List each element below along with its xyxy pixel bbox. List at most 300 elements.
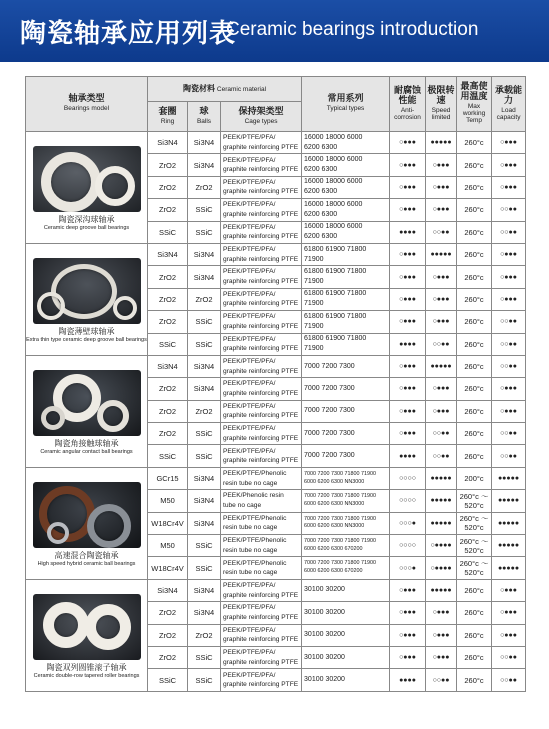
- typical-types-line: 7000 7200 7300: [304, 384, 355, 392]
- typical-types-line: 30100 30200: [304, 608, 345, 616]
- ring-material-cell: Si3N4: [148, 243, 188, 265]
- max-temp-cell: 260°c ～ 520°c: [457, 557, 492, 579]
- bearing-ring-shape: [85, 604, 131, 650]
- header-series-cn: 常用系列: [327, 94, 364, 105]
- speed-limit-rating: ●●●●●: [426, 467, 457, 489]
- ring-material-cell: ZrO2: [148, 288, 188, 310]
- max-temp-cell: 260°c: [457, 132, 492, 154]
- typical-types-line: 71900: [304, 278, 324, 286]
- header-ring: [148, 102, 188, 132]
- typical-types-cell: [302, 467, 390, 489]
- anti-corrosion-rating: ●●●●: [390, 221, 426, 243]
- cage-type-line: resin tube no cage: [223, 479, 278, 487]
- max-temp-cell: 260°c: [457, 288, 492, 310]
- typical-types-cell: [302, 355, 390, 377]
- bearing-model-en: Ceramic double-row tapered roller bearings: [33, 672, 140, 679]
- cage-type-line: graphite reinforcing PTFE: [223, 300, 299, 308]
- typical-types-line: 6000 6200 6300 670200: [304, 568, 363, 575]
- anti-corrosion-rating: ○●●●: [390, 400, 426, 422]
- typical-types-line: 16000 18000 6000: [304, 223, 363, 231]
- typical-types-line: 6000 6200 6300 670200: [304, 545, 363, 552]
- anti-corrosion-rating: ○○○○: [390, 467, 426, 489]
- balls-material-cell: SSiC: [188, 423, 221, 445]
- header-cage-en: Cage types: [244, 118, 278, 126]
- header-material-cn: 陶瓷材料: [182, 83, 215, 93]
- typical-types-line: 6000 6200 6300 NN3000: [304, 478, 365, 485]
- typical-types-cell: [302, 400, 390, 422]
- cage-type-line: graphite reinforcing PTFE: [223, 457, 299, 465]
- anti-corrosion-rating: ○●●●: [390, 176, 426, 198]
- table-row: [26, 579, 526, 601]
- typical-types-cell: [302, 333, 390, 355]
- bearing-model-cn: 陶瓷深沟球轴承: [58, 214, 115, 224]
- max-temp-cell: 260°c: [457, 243, 492, 265]
- bearing-model-en: High speed hybrid ceramic ball bearings: [37, 560, 136, 567]
- anti-corrosion-rating: ○●●●: [390, 311, 426, 333]
- balls-material-cell: Si3N4: [188, 355, 221, 377]
- max-temp-cell: 260°c: [457, 646, 492, 668]
- ring-material-cell: ZrO2: [148, 646, 188, 668]
- cage-type-cell: [221, 288, 302, 310]
- anti-corrosion-rating: ○●●●: [390, 423, 426, 445]
- max-temp-cell: 260°c: [457, 355, 492, 377]
- cage-type-cell: [221, 535, 302, 557]
- cage-type-line: graphite reinforcing PTFE: [223, 591, 299, 599]
- cage-type-cell: [221, 221, 302, 243]
- cage-type-cell: [221, 243, 302, 265]
- ring-material-cell: SSiC: [148, 445, 188, 467]
- typical-types-cell: [302, 512, 390, 534]
- header-series-en: Typical types: [326, 105, 365, 113]
- cage-type-cell: [221, 311, 302, 333]
- balls-material-cell: SSiC: [188, 221, 221, 243]
- balls-material-cell: Si3N4: [188, 490, 221, 512]
- speed-limit-rating: ●●●●●: [426, 490, 457, 512]
- cage-type-line: graphite reinforcing PTFE: [223, 658, 299, 666]
- anti-corrosion-rating: ○●●●: [390, 355, 426, 377]
- typical-types-cell: [302, 557, 390, 579]
- balls-material-cell: Si3N4: [188, 579, 221, 601]
- balls-material-cell: Si3N4: [188, 378, 221, 400]
- max-temp-cell: 260°c ～ 520°c: [457, 490, 492, 512]
- typical-types-line: 16000 18000 6000: [304, 200, 363, 208]
- load-capacity-rating: ○●●●: [492, 154, 526, 176]
- cage-type-cell: [221, 423, 302, 445]
- ring-material-cell: M50: [148, 490, 188, 512]
- table-row: [26, 132, 526, 154]
- typical-types-line: 16000 18000 6000: [304, 155, 363, 163]
- cage-type-line: resin tube no cage: [223, 569, 278, 577]
- typical-types-cell: [302, 311, 390, 333]
- header-speed-en: Speed limited: [431, 106, 451, 121]
- balls-material-cell: SSiC: [188, 535, 221, 557]
- balls-material-cell: Si3N4: [188, 266, 221, 288]
- anti-corrosion-rating: ○●●●: [390, 243, 426, 265]
- speed-limit-rating: ○○●●: [426, 423, 457, 445]
- anti-corrosion-rating: ○●●●: [390, 288, 426, 310]
- cage-type-line: resin tube no cage: [223, 546, 278, 554]
- max-temp-cell: 260°c ～ 520°c: [457, 535, 492, 557]
- bearing-model-cell: [26, 467, 148, 579]
- max-temp-cell: 260°c: [457, 176, 492, 198]
- load-capacity-rating: ○○●●: [492, 423, 526, 445]
- speed-limit-rating: ○●●●: [426, 646, 457, 668]
- load-capacity-rating: ○●●●: [492, 602, 526, 624]
- cage-type-cell: [221, 378, 302, 400]
- anti-corrosion-rating: ○●●●: [390, 132, 426, 154]
- max-temp-cell: 260°c: [457, 400, 492, 422]
- typical-types-line: 16000 18000 6000: [304, 133, 363, 141]
- bearing-ring-shape: [95, 166, 135, 206]
- cage-type-line: PEEK/PTFE/PFA/: [223, 290, 276, 298]
- bearing-model-cn: 陶瓷角接触球轴承: [54, 438, 119, 448]
- typical-types-line: 61800 61900 71800: [304, 267, 367, 275]
- typical-types-line: 61800 61900 71800: [304, 245, 367, 253]
- cage-type-cell: [221, 467, 302, 489]
- ring-material-cell: SSiC: [148, 333, 188, 355]
- load-capacity-rating: ○○●●: [492, 445, 526, 467]
- typical-types-cell: [302, 579, 390, 601]
- header-model-en: Bearings model: [63, 105, 110, 113]
- max-temp-cell: 260°c ～ 520°c: [457, 512, 492, 534]
- bearing-model-cn: 高速混合陶瓷轴承: [54, 550, 119, 560]
- bearing-model-cn: 陶瓷双列圆锥滚子轴承: [46, 662, 127, 672]
- max-temp-cell: 260°c: [457, 311, 492, 333]
- balls-material-cell: ZrO2: [188, 288, 221, 310]
- balls-material-cell: ZrO2: [188, 176, 221, 198]
- cage-type-line: PEEK/PTFE/PFA/: [223, 626, 276, 634]
- cage-type-line: graphite reinforcing PTFE: [223, 389, 299, 397]
- speed-limit-rating: ○●●●●: [426, 557, 457, 579]
- cage-type-line: PEEK/PTFE/PFA/: [223, 223, 276, 231]
- header-cage: [221, 102, 302, 132]
- max-temp-cell: 260°c: [457, 669, 492, 691]
- header-temp-cn: 最高使用温度: [460, 82, 488, 103]
- balls-material-cell: SSiC: [188, 445, 221, 467]
- white-ceramic-deep-groove-bearing-photo: [33, 146, 141, 212]
- load-capacity-rating: ○○●●: [492, 646, 526, 668]
- cage-type-line: PEEK/PTFE/PFA/: [223, 402, 276, 410]
- header-balls-cn: 球: [199, 107, 209, 118]
- header-series: [302, 77, 390, 132]
- speed-limit-rating: ●●●●●: [426, 579, 457, 601]
- bearing-model-en: Ceramic angular contact ball bearings: [40, 448, 133, 455]
- table-row: [26, 243, 526, 265]
- cage-type-cell: [221, 176, 302, 198]
- ring-material-cell: ZrO2: [148, 624, 188, 646]
- balls-material-cell: Si3N4: [188, 132, 221, 154]
- typical-types-cell: [302, 445, 390, 467]
- anti-corrosion-rating: ○●●●: [390, 579, 426, 601]
- typical-types-cell: [302, 154, 390, 176]
- header-corrosion: [390, 77, 426, 132]
- speed-limit-rating: ○○●●: [426, 445, 457, 467]
- ring-material-cell: ZrO2: [148, 400, 188, 422]
- typical-types-cell: [302, 646, 390, 668]
- bearing-ring-shape: [43, 602, 89, 648]
- table-row: [26, 355, 526, 377]
- typical-types-line: 7000 7200 7300: [304, 407, 355, 415]
- cage-type-line: PEEK/PTFE/PFA/: [223, 380, 276, 388]
- typical-types-line: 7000 7200 7300 71800 71900: [304, 560, 376, 567]
- bearing-model-cell: [26, 579, 148, 691]
- cage-type-line: graphite reinforcing PTFE: [223, 367, 299, 375]
- typical-types-line: 6200 6300: [304, 143, 338, 151]
- max-temp-cell: 260°c: [457, 333, 492, 355]
- table-row: [26, 467, 526, 489]
- ring-material-cell: ZrO2: [148, 311, 188, 333]
- cage-type-cell: [221, 445, 302, 467]
- cage-type-line: PEEK/PTFE/PFA/: [223, 268, 276, 276]
- speed-limit-rating: ○●●●: [426, 288, 457, 310]
- cage-type-line: graphite reinforcing PTFE: [223, 434, 299, 442]
- typical-types-line: 30100 30200: [304, 676, 345, 683]
- cage-type-line: PEEK/PTFE/Phenolic: [223, 470, 287, 477]
- ring-material-cell: ZrO2: [148, 378, 188, 400]
- header-material: [148, 77, 302, 102]
- ring-material-cell: W18Cr4V: [148, 557, 188, 579]
- load-capacity-rating: ○○●●: [492, 669, 526, 691]
- typical-types-line: 7000 7200 7300 71800 71900: [304, 493, 376, 500]
- anti-corrosion-rating: ●●●●: [390, 445, 426, 467]
- cage-type-line: PEEK/PTFE/Phenolic: [223, 537, 287, 545]
- typical-types-line: 6000 6200 6300 NN3000: [304, 500, 365, 507]
- header-temp: [457, 77, 492, 132]
- speed-limit-rating: ○●●●: [426, 199, 457, 221]
- bearing-ring-shape: [37, 292, 65, 320]
- balls-material-cell: SSiC: [188, 311, 221, 333]
- cage-type-line: PEEK/PTFE/PFA/: [223, 671, 276, 679]
- typical-types-line: 30100 30200: [304, 653, 345, 661]
- speed-limit-rating: ●●●●●: [426, 512, 457, 534]
- header-corrosion-cn: 耐腐蚀性能: [394, 85, 422, 106]
- typical-types-line: 6200 6300: [304, 233, 338, 241]
- speed-limit-rating: ○○●●: [426, 221, 457, 243]
- header-cage-cn: 保持架类型: [238, 107, 284, 118]
- cage-type-cell: [221, 490, 302, 512]
- load-capacity-rating: ○●●●: [492, 243, 526, 265]
- load-capacity-rating: ○●●●: [492, 400, 526, 422]
- cage-type-line: PEEK/PTFE/Phenolic: [223, 559, 287, 567]
- tapered-roller-ceramic-bearings-photo: [33, 594, 141, 660]
- load-capacity-rating: ○●●●: [492, 266, 526, 288]
- header-ring-en: Ring: [160, 118, 175, 126]
- ring-material-cell: ZrO2: [148, 176, 188, 198]
- bearings-table: [25, 76, 526, 692]
- speed-limit-rating: ○○●●: [426, 333, 457, 355]
- cage-type-cell: [221, 355, 302, 377]
- balls-material-cell: Si3N4: [188, 243, 221, 265]
- speed-limit-rating: ○●●●: [426, 154, 457, 176]
- header-temp-en: Max working Temp: [462, 103, 486, 125]
- load-capacity-rating: ○●●●: [492, 624, 526, 646]
- typical-types-line: 6200 6300: [304, 166, 338, 174]
- typical-types-line: 7000 7200 7300: [304, 362, 355, 370]
- cage-type-line: tube no cage: [223, 501, 262, 509]
- cage-type-line: PEEK/PTFE/Phenolic: [223, 514, 287, 522]
- page-title-en: Ceramic bearings introduction: [226, 19, 479, 40]
- typical-types-cell: [302, 535, 390, 557]
- typical-types-line: 61800 61900 71800: [304, 312, 367, 320]
- cage-type-line: PEEK/PTFE/PFA/: [223, 335, 276, 343]
- balls-material-cell: SSiC: [188, 646, 221, 668]
- typical-types-cell: [302, 378, 390, 400]
- bearing-model-cell: [26, 243, 148, 355]
- cage-type-line: PEEK/PTFE/PFA/: [223, 246, 276, 254]
- load-capacity-rating: ○○●●: [492, 221, 526, 243]
- balls-material-cell: Si3N4: [188, 602, 221, 624]
- cage-type-line: PEEK/PTFE/PFA/: [223, 447, 276, 455]
- balls-material-cell: ZrO2: [188, 400, 221, 422]
- speed-limit-rating: ○●●●: [426, 378, 457, 400]
- cage-type-line: graphite reinforcing PTFE: [223, 278, 299, 286]
- load-capacity-rating: ●●●●●: [492, 535, 526, 557]
- cage-type-line: graphite reinforcing PTFE: [223, 681, 299, 689]
- max-temp-cell: 260°c: [457, 221, 492, 243]
- anti-corrosion-rating: ○●●●: [390, 266, 426, 288]
- anti-corrosion-rating: ○○○○: [390, 535, 426, 557]
- ring-material-cell: Si3N4: [148, 355, 188, 377]
- cage-type-cell: [221, 579, 302, 601]
- load-capacity-rating: ○●●●: [492, 288, 526, 310]
- load-capacity-rating: ○●●●: [492, 132, 526, 154]
- cage-type-line: PEEK/PTFE/PFA/: [223, 201, 276, 209]
- typical-types-line: 6200 6300: [304, 210, 338, 218]
- header-load: [492, 77, 526, 132]
- typical-types-line: 30100 30200: [304, 586, 345, 594]
- speed-limit-rating: ●●●●●: [426, 243, 457, 265]
- cage-type-line: graphite reinforcing PTFE: [223, 636, 299, 644]
- typical-types-line: 7000 7200 7300 71800 71900: [304, 470, 376, 477]
- bearing-model-cell: [26, 355, 148, 467]
- balls-material-cell: SSiC: [188, 199, 221, 221]
- ring-material-cell: ZrO2: [148, 154, 188, 176]
- anti-corrosion-rating: ○●●●: [390, 646, 426, 668]
- ring-material-cell: ZrO2: [148, 423, 188, 445]
- anti-corrosion-rating: ○○○●: [390, 512, 426, 534]
- typical-types-line: 7000 7200 7300 71800 71900: [304, 515, 376, 522]
- speed-limit-rating: ○○●●: [426, 669, 457, 691]
- max-temp-cell: 260°c: [457, 199, 492, 221]
- max-temp-cell: 260°c: [457, 579, 492, 601]
- balls-material-cell: SSiC: [188, 333, 221, 355]
- cage-type-cell: [221, 154, 302, 176]
- load-capacity-rating: ○○●●: [492, 311, 526, 333]
- cage-type-cell: [221, 266, 302, 288]
- load-capacity-rating: ○●●●: [492, 579, 526, 601]
- cage-type-line: PEEK/PTFE/PFA/: [223, 358, 276, 366]
- header-model-cn: 轴承类型: [68, 94, 105, 105]
- typical-types-line: 71900: [304, 322, 324, 330]
- page-title-cn: 陶瓷轴承应用列表: [20, 19, 237, 49]
- cage-type-cell: [221, 132, 302, 154]
- ring-material-cell: ZrO2: [148, 266, 188, 288]
- balls-material-cell: Si3N4: [188, 154, 221, 176]
- bearing-ring-shape: [41, 152, 101, 212]
- cage-type-line: graphite reinforcing PTFE: [223, 166, 299, 174]
- cage-type-cell: [221, 199, 302, 221]
- cage-type-line: PEEK/PTFE/PFA/: [223, 604, 276, 612]
- typical-types-cell: [302, 221, 390, 243]
- anti-corrosion-rating: ○●●●: [390, 378, 426, 400]
- cage-type-cell: [221, 646, 302, 668]
- typical-types-cell: [302, 243, 390, 265]
- cage-type-line: PEEK/PTFE/PFA/: [223, 425, 276, 433]
- cage-type-line: PEEK/PTFE/PFA/: [223, 134, 276, 142]
- max-temp-cell: 260°c: [457, 624, 492, 646]
- cage-type-line: PEEK/PTFE/PFA/: [223, 313, 276, 321]
- typical-types-cell: [302, 266, 390, 288]
- cage-type-line: graphite reinforcing PTFE: [223, 233, 299, 241]
- cage-type-line: graphite reinforcing PTFE: [223, 322, 299, 330]
- load-capacity-rating: ○●●●: [492, 378, 526, 400]
- ring-material-cell: SSiC: [148, 221, 188, 243]
- typical-types-line: 6000 6200 6300 NN3000: [304, 523, 365, 530]
- speed-limit-rating: ○●●●: [426, 176, 457, 198]
- anti-corrosion-rating: ○○○○: [390, 490, 426, 512]
- angular-contact-ceramic-bearings-photo: [33, 370, 141, 436]
- typical-types-line: 71900: [304, 345, 324, 353]
- header-speed-cn: 极限转速: [427, 85, 455, 106]
- anti-corrosion-rating: ●●●●: [390, 333, 426, 355]
- max-temp-cell: 260°c: [457, 154, 492, 176]
- typical-types-line: 6200 6300: [304, 188, 338, 196]
- bearing-model-cell: [26, 132, 148, 244]
- header-material-en: Ceramic material: [216, 85, 267, 93]
- header-balls: [188, 102, 221, 132]
- cage-type-cell: [221, 669, 302, 691]
- typical-types-line: 7000 7200 7300: [304, 452, 355, 460]
- bearing-model-cn: 陶瓷薄壁球轴承: [58, 326, 115, 336]
- anti-corrosion-rating: ●●●●: [390, 669, 426, 691]
- speed-limit-rating: ○●●●●: [426, 535, 457, 557]
- max-temp-cell: 260°c: [457, 378, 492, 400]
- typical-types-cell: [302, 199, 390, 221]
- header-model: [26, 77, 148, 132]
- cage-type-line: graphite reinforcing PTFE: [223, 255, 299, 263]
- ring-material-cell: Si3N4: [148, 579, 188, 601]
- ring-material-cell: Si3N4: [148, 132, 188, 154]
- typical-types-cell: [302, 602, 390, 624]
- typical-types-cell: [302, 288, 390, 310]
- header-load-en: Load capacity: [496, 106, 521, 121]
- cage-type-cell: [221, 624, 302, 646]
- typical-types-line: 61800 61900 71800: [304, 290, 367, 298]
- balls-material-cell: SSiC: [188, 669, 221, 691]
- balls-material-cell: Si3N4: [188, 467, 221, 489]
- header-speed: [426, 77, 457, 132]
- cage-type-line: graphite reinforcing PTFE: [223, 188, 299, 196]
- cage-type-cell: [221, 557, 302, 579]
- load-capacity-rating: ●●●●●: [492, 512, 526, 534]
- typical-types-line: 30100 30200: [304, 631, 345, 639]
- typical-types-cell: [302, 176, 390, 198]
- load-capacity-rating: ●●●●●: [492, 490, 526, 512]
- load-capacity-rating: ○○●●: [492, 355, 526, 377]
- typical-types-line: 61800 61900 71800: [304, 335, 367, 343]
- bearing-model-en: Extra thin type ceramic deep groove ball bearings: [26, 336, 147, 343]
- max-temp-cell: 200°c: [457, 467, 492, 489]
- bearing-ring-shape: [47, 522, 69, 544]
- load-capacity-rating: ○○●●: [492, 199, 526, 221]
- cage-type-cell: [221, 333, 302, 355]
- balls-material-cell: Si3N4: [188, 512, 221, 534]
- title-banner: [0, 0, 549, 62]
- speed-limit-rating: ●●●●●: [426, 132, 457, 154]
- cage-type-line: PEEK/Phenolic resin: [223, 492, 284, 500]
- cage-type-cell: [221, 512, 302, 534]
- balls-material-cell: ZrO2: [188, 624, 221, 646]
